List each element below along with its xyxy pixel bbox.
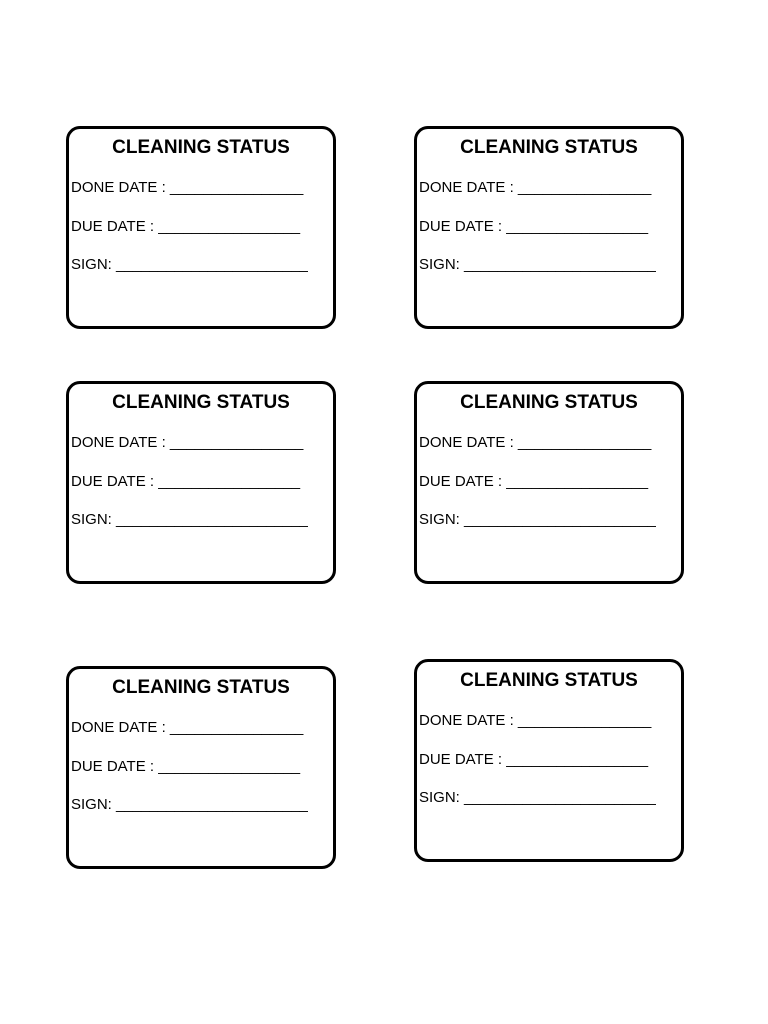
done-date-label: DONE DATE :	[71, 434, 166, 451]
done-date-blank: ________________	[169, 719, 304, 736]
card-title: CLEANING STATUS	[112, 392, 290, 413]
due-date-label: DUE DATE :	[71, 473, 155, 490]
sign-field	[419, 789, 656, 806]
sign-blank: _______________________	[116, 256, 308, 273]
cleaning-status-card-1	[66, 126, 336, 329]
done-date-blank: ________________	[517, 179, 652, 196]
sign-label: SIGN:	[71, 796, 112, 813]
done-date-label: DONE DATE :	[419, 712, 514, 729]
sign-field	[71, 256, 308, 273]
sign-label: SIGN:	[419, 256, 460, 273]
due-date-blank: _________________	[158, 473, 301, 490]
sign-blank: _______________________	[464, 511, 656, 528]
cleaning-status-card-3	[66, 381, 336, 584]
done-date-blank: ________________	[517, 712, 652, 729]
card-title: CLEANING STATUS	[460, 392, 638, 413]
sign-label: SIGN:	[419, 511, 460, 528]
cleaning-status-card-2	[414, 126, 684, 329]
due-date-field	[71, 473, 300, 490]
done-date-field	[419, 712, 651, 729]
due-date-label: DUE DATE :	[71, 218, 155, 235]
due-date-field	[71, 218, 300, 235]
sign-field	[419, 511, 656, 528]
due-date-blank: _________________	[506, 218, 649, 235]
due-date-label: DUE DATE :	[419, 751, 503, 768]
due-date-blank: _________________	[506, 473, 649, 490]
done-date-blank: ________________	[169, 179, 304, 196]
card-title: CLEANING STATUS	[112, 677, 290, 698]
done-date-field	[71, 719, 303, 736]
sign-blank: _______________________	[464, 256, 656, 273]
due-date-blank: _________________	[158, 758, 301, 775]
due-date-field	[419, 218, 648, 235]
due-date-field	[419, 473, 648, 490]
sign-field	[419, 256, 656, 273]
due-date-label: DUE DATE :	[419, 218, 503, 235]
done-date-field	[71, 179, 303, 196]
done-date-field	[419, 434, 651, 451]
done-date-blank: ________________	[517, 434, 652, 451]
due-date-field	[71, 758, 300, 775]
sign-blank: _______________________	[116, 796, 308, 813]
sign-field	[71, 796, 308, 813]
due-date-label: DUE DATE :	[419, 473, 503, 490]
card-title: CLEANING STATUS	[460, 137, 638, 158]
done-date-label: DONE DATE :	[71, 179, 166, 196]
due-date-blank: _________________	[158, 218, 301, 235]
cleaning-status-card-6	[414, 659, 684, 862]
sign-label: SIGN:	[419, 789, 460, 806]
due-date-field	[419, 751, 648, 768]
sign-field	[71, 511, 308, 528]
card-title: CLEANING STATUS	[460, 670, 638, 691]
done-date-field	[71, 434, 303, 451]
cleaning-status-card-4	[414, 381, 684, 584]
sign-label: SIGN:	[71, 511, 112, 528]
done-date-label: DONE DATE :	[419, 434, 514, 451]
due-date-label: DUE DATE :	[71, 758, 155, 775]
done-date-field	[419, 179, 651, 196]
sign-blank: _______________________	[116, 511, 308, 528]
sign-label: SIGN:	[71, 256, 112, 273]
done-date-blank: ________________	[169, 434, 304, 451]
cleaning-status-card-5	[66, 666, 336, 869]
sign-blank: _______________________	[464, 789, 656, 806]
done-date-label: DONE DATE :	[419, 179, 514, 196]
card-title: CLEANING STATUS	[112, 137, 290, 158]
done-date-label: DONE DATE :	[71, 719, 166, 736]
due-date-blank: _________________	[506, 751, 649, 768]
